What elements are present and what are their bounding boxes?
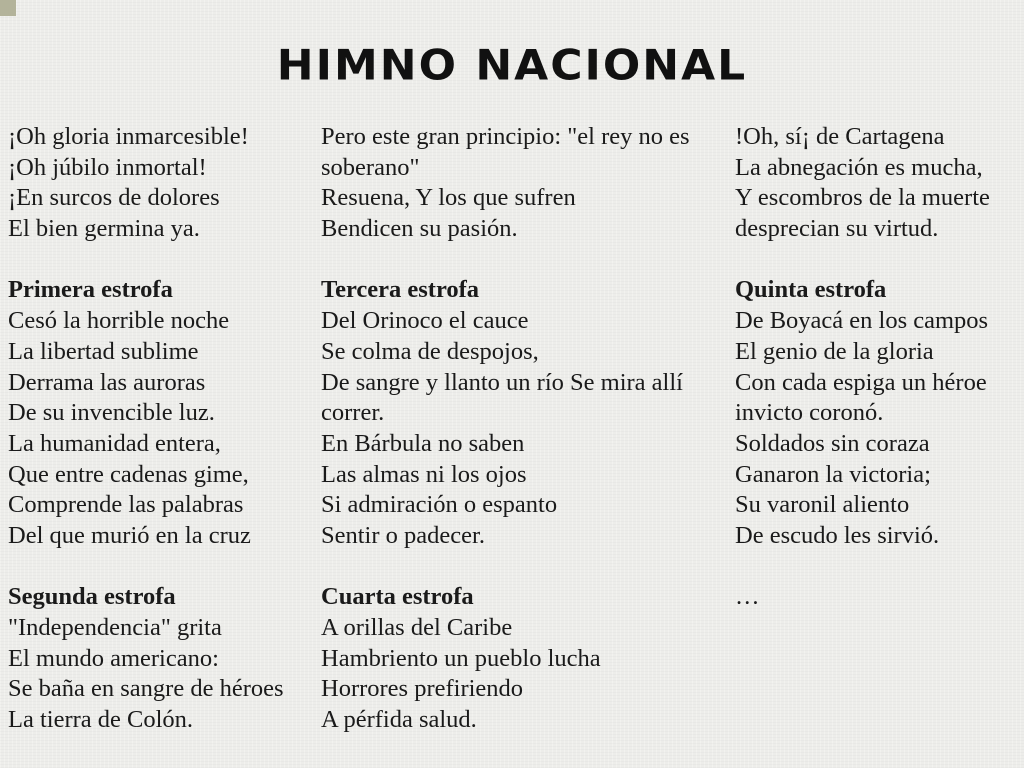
lyric-line: De escudo les sirvió. <box>735 521 940 549</box>
lyric-line: "Independencia" grita <box>8 614 222 641</box>
blank-line <box>8 245 284 276</box>
stanza-heading: Cuarta estrofa <box>321 583 474 611</box>
lyric-line: Derrama las auroras <box>8 368 206 396</box>
lyric-line: Las almas ni los ojos <box>321 460 527 488</box>
lyric-line: Si admiración o espanto <box>321 491 558 519</box>
lyric-line: invicto coronó. <box>735 399 884 427</box>
stanza-heading: Segunda estrofa <box>8 583 176 611</box>
lyric-line: Ganaron la victoria; <box>735 460 931 488</box>
lyric-line: ¡Oh júbilo inmortal! <box>8 153 207 181</box>
lyrics-column-1 <box>8 122 284 736</box>
corner-accent <box>0 0 16 16</box>
stanza-heading: Quinta estrofa <box>735 276 887 304</box>
lyric-line: Hambriento un pueblo lucha <box>321 644 601 672</box>
lyric-line: Se baña en sangre de héroes <box>8 675 284 703</box>
lyric-line: Bendicen su pasión. <box>321 215 518 243</box>
lyric-line: La libertad sublime <box>8 337 199 365</box>
lyric-line: Sentir o padecer. <box>321 521 485 549</box>
blank-line <box>321 245 696 276</box>
lyric-line: La abnegación es mucha, <box>735 153 983 181</box>
lyric-line: A orillas del Caribe <box>321 614 513 642</box>
lyric-line: Con cada espiga un héroe <box>735 368 987 396</box>
lyric-line: La humanidad entera, <box>8 429 221 457</box>
blank-line <box>8 552 284 583</box>
lyric-line: De su invencible luz. <box>8 399 215 427</box>
lyric-line: El bien germina ya. <box>8 215 200 243</box>
lyric-line: desprecian su virtud. <box>735 215 939 243</box>
lyric-line: Cesó la horrible noche <box>8 307 230 335</box>
lyric-line: Soldados sin coraza <box>735 429 930 457</box>
ellipsis-line: … <box>735 583 760 611</box>
lyric-line: Comprende las palabras <box>8 491 244 519</box>
lyric-line: De Boyacá en los campos <box>735 307 989 335</box>
stanza-heading: Tercera estrofa <box>321 276 480 304</box>
lyric-line: En Bárbula no saben <box>321 429 525 457</box>
lyrics-column-3 <box>735 122 990 613</box>
blank-line <box>321 552 696 583</box>
lyrics-column-2 <box>321 122 696 736</box>
lyric-line: El mundo americano: <box>8 644 219 672</box>
lyric-line: Horrores prefiriendo <box>321 675 524 703</box>
lyric-line: ¡En surcos de dolores <box>8 184 220 212</box>
lyric-line: Resuena, Y los que sufren <box>321 184 576 212</box>
lyric-line: El genio de la gloria <box>735 337 934 365</box>
lyric-line: Que entre cadenas gime, <box>8 460 249 488</box>
lyric-line: Del que murió en la cruz <box>8 521 251 549</box>
lyric-line: Pero este gran principio: "el rey no es soberano" <box>321 123 690 181</box>
lyric-line: A pérfida salud. <box>321 706 477 734</box>
lyric-line: Su varonil aliento <box>735 491 910 519</box>
blank-line <box>735 245 990 276</box>
lyric-line: La tierra de Colón. <box>8 706 194 734</box>
lyric-line: Y escombros de la muerte <box>735 184 990 212</box>
lyric-line: Se colma de despojos, <box>321 337 539 365</box>
page-title-text: HIMNO NACIONAL <box>276 41 748 90</box>
lyric-line: ¡Oh gloria inmarcesible! <box>8 123 249 150</box>
stanza-heading: Primera estrofa <box>8 276 173 304</box>
lyric-line: !Oh, sí¡ de Cartagena <box>735 123 945 150</box>
lyric-line: Del Orinoco el cauce <box>321 307 529 335</box>
lyric-line: De sangre y llanto un río Se mira allí correr. <box>321 368 683 427</box>
page-title <box>0 34 1024 98</box>
blank-line <box>735 552 990 583</box>
